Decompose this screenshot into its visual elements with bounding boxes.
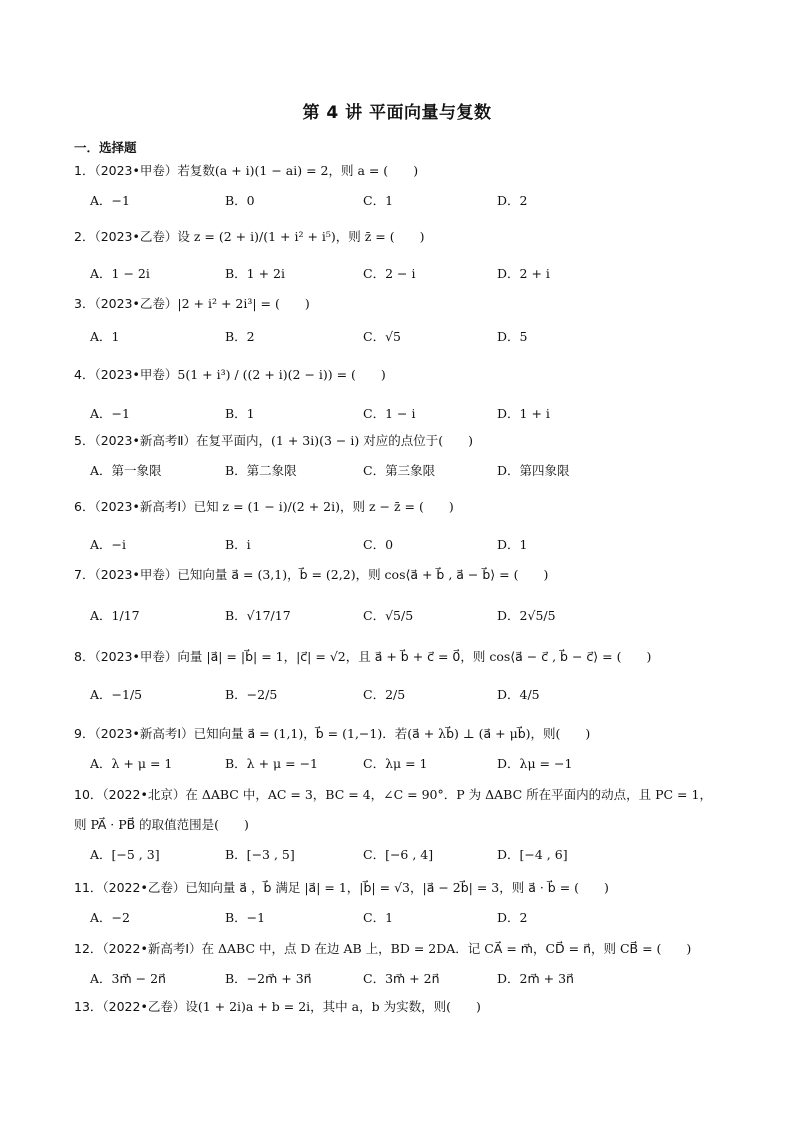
option-d: D．4/5 bbox=[497, 687, 540, 702]
question-8 bbox=[74, 648, 734, 666]
option-b: B．第二象限 bbox=[225, 463, 297, 478]
question-number: 4． bbox=[74, 367, 95, 382]
question-stem: 已知向量 a⃗ ，b⃗ 满足 |a⃗| = 1，|b⃗| = √3，|a⃗ − 2b⃗| = 3，则 a⃗ · b⃗ = ( ) bbox=[185, 880, 609, 895]
option-c: C．√5/5 bbox=[363, 608, 414, 623]
option-b: B．√17/17 bbox=[225, 608, 291, 623]
question-source: （2023•新高考Ⅰ） bbox=[94, 726, 194, 741]
question-stem: 在 ΔABC 中，点 D 在边 AB 上，BD = 2DA．记 CA⃗ = m⃗，CD⃗ = n⃗，则 CB⃗ = ( ) bbox=[201, 941, 692, 956]
question-number: 10． bbox=[74, 787, 103, 802]
question-stem: 在 ΔABC 中，AC = 3，BC = 4，∠C = 90°．P 为 ΔABC 所在平面内的动点，且 PC = 1， bbox=[185, 787, 712, 802]
option-b: B．λ + μ = −1 bbox=[225, 756, 318, 771]
question-4 bbox=[74, 366, 734, 384]
options-11 bbox=[90, 908, 710, 928]
question-stem: 设(1 + 2i)a + b = 2i，其中 a，b 为实数，则( ) bbox=[185, 999, 481, 1014]
question-10 bbox=[74, 786, 734, 804]
question-source: （2022•新高考Ⅰ） bbox=[102, 941, 202, 956]
option-c: C．2 − i bbox=[363, 266, 416, 281]
option-b: B．1 + 2i bbox=[225, 266, 286, 281]
options-5 bbox=[90, 461, 710, 481]
question-1 bbox=[74, 162, 734, 180]
question-stem: 设 z = (2 + i)/(1 + i² + i⁵)，则 z̄ = ( ) bbox=[177, 229, 425, 244]
question-number: 11． bbox=[74, 880, 103, 895]
question-source: （2023•乙卷） bbox=[94, 296, 178, 311]
options-1 bbox=[90, 191, 710, 211]
option-d: D．λμ = −1 bbox=[497, 756, 573, 771]
question-stem: 已知 z = (1 − i)/(2 + 2i)，则 z − z̄ = ( ) bbox=[193, 499, 454, 514]
question-number: 8． bbox=[74, 649, 95, 664]
option-b: B．2 bbox=[225, 329, 255, 344]
question-number: 13． bbox=[74, 999, 103, 1014]
page-title: 第 4 讲 平面向量与复数 bbox=[302, 103, 492, 123]
section-heading: 一．选择题 bbox=[74, 140, 137, 155]
option-d: D．2 bbox=[497, 193, 528, 208]
option-a: A．−i bbox=[90, 537, 126, 552]
option-d: D．2m⃗ + 3n⃗ bbox=[497, 971, 574, 986]
question-source: （2022•乙卷） bbox=[102, 999, 186, 1014]
option-b: B．−1 bbox=[225, 910, 266, 925]
option-d: D．第四象限 bbox=[497, 463, 570, 478]
options-3 bbox=[90, 327, 710, 347]
option-a: A．−1 bbox=[90, 406, 130, 421]
option-c: C．λμ = 1 bbox=[363, 756, 428, 771]
question-source: （2023•甲卷） bbox=[94, 163, 178, 178]
option-b: B．[−3 , 5] bbox=[225, 847, 295, 862]
question-source: （2023•甲卷） bbox=[94, 367, 178, 382]
options-2 bbox=[90, 264, 710, 284]
question-11 bbox=[74, 879, 734, 897]
option-b: B．−2m⃗ + 3n⃗ bbox=[225, 971, 312, 986]
question-stem: 向量 |a⃗| = |b⃗| = 1，|c⃗| = √2，且 a⃗ + b⃗ + c⃗ = 0⃗，则 cos⟨a⃗ − c⃗ , b⃗ − c⃗⟩ = ( ) bbox=[177, 649, 652, 664]
question-source: （2022•北京） bbox=[102, 787, 186, 802]
option-d: D．5 bbox=[497, 329, 528, 344]
option-a: A．−1/5 bbox=[90, 687, 143, 702]
question-stem: 若复数(a + i)(1 − ai) = 2，则 a = ( ) bbox=[177, 163, 419, 178]
options-7 bbox=[90, 606, 710, 626]
question-6 bbox=[74, 498, 734, 516]
question-2 bbox=[74, 228, 734, 246]
question-5 bbox=[74, 432, 734, 450]
option-d: D．2 bbox=[497, 910, 528, 925]
option-c: C．√5 bbox=[363, 329, 401, 344]
option-a: A．3m⃗ − 2n⃗ bbox=[90, 971, 166, 986]
option-d: D．2√5/5 bbox=[497, 608, 556, 623]
option-b: B．0 bbox=[225, 193, 255, 208]
options-12 bbox=[90, 969, 710, 989]
option-c: C．1 − i bbox=[363, 406, 416, 421]
options-10 bbox=[90, 845, 710, 865]
question-number: 3． bbox=[74, 296, 95, 311]
question-source: （2023•新高考Ⅰ） bbox=[94, 499, 194, 514]
option-a: A．第一象限 bbox=[90, 463, 162, 478]
question-3 bbox=[74, 295, 734, 313]
question-stem: |2 + i² + 2i³| = ( ) bbox=[177, 296, 310, 311]
question-9 bbox=[74, 725, 734, 743]
options-6 bbox=[90, 535, 710, 555]
option-b: B．i bbox=[225, 537, 251, 552]
option-c: C．3m⃗ + 2n⃗ bbox=[363, 971, 440, 986]
question-number: 12． bbox=[74, 941, 103, 956]
question-13 bbox=[74, 998, 734, 1016]
option-b: B．−2/5 bbox=[225, 687, 278, 702]
options-8 bbox=[90, 685, 710, 705]
question-stem: 在复平面内，(1 + 3i)(3 − i) 对应的点位于( ) bbox=[196, 433, 473, 448]
option-b: B．1 bbox=[225, 406, 255, 421]
options-9 bbox=[90, 754, 710, 774]
option-a: A．1 − 2i bbox=[90, 266, 150, 281]
question-source: （2023•甲卷） bbox=[94, 567, 178, 582]
option-c: C．0 bbox=[363, 537, 394, 552]
option-c: C．[−6 , 4] bbox=[363, 847, 434, 862]
question-stem: 已知向量 a⃗ = (1,1)，b⃗ = (1,−1)．若(a⃗ + λb⃗) ⊥ (a⃗ + μb⃗)，则( ) bbox=[193, 726, 591, 741]
question-source: （2023•甲卷） bbox=[94, 649, 178, 664]
question-source: （2023•新高考Ⅱ） bbox=[94, 433, 197, 448]
option-c: C．1 bbox=[363, 910, 394, 925]
question-number: 2． bbox=[74, 229, 95, 244]
option-d: D．1 + i bbox=[497, 406, 550, 421]
question-number: 5． bbox=[74, 433, 95, 448]
option-a: A．1/17 bbox=[90, 608, 140, 623]
question-stem-continued: 则 PA⃗ · PB⃗ 的取值范围是( ) bbox=[74, 817, 249, 832]
question-source: （2023•乙卷） bbox=[94, 229, 178, 244]
option-a: A．−2 bbox=[90, 910, 130, 925]
question-stem: 已知向量 a⃗ = (3,1)，b⃗ = (2,2)，则 cos⟨a⃗ + b⃗ , a⃗ − b⃗⟩ = ( ) bbox=[177, 567, 549, 582]
option-c: C．第三象限 bbox=[363, 463, 436, 478]
question-stem: 5(1 + i³) / ((2 + i)(2 − i)) = ( ) bbox=[177, 367, 386, 382]
question-number: 1． bbox=[74, 163, 95, 178]
question-number: 7． bbox=[74, 567, 95, 582]
option-a: A．[−5 , 3] bbox=[90, 847, 160, 862]
question-source: （2022•乙卷） bbox=[102, 880, 186, 895]
question-number: 6． bbox=[74, 499, 95, 514]
options-4 bbox=[90, 404, 710, 424]
option-c: C．1 bbox=[363, 193, 394, 208]
option-a: A．λ + μ = 1 bbox=[90, 756, 173, 771]
question-7 bbox=[74, 566, 734, 584]
option-c: C．2/5 bbox=[363, 687, 406, 702]
option-d: D．1 bbox=[497, 537, 528, 552]
question-12 bbox=[74, 940, 734, 958]
option-d: D．[−4 , 6] bbox=[497, 847, 568, 862]
option-a: A．−1 bbox=[90, 193, 130, 208]
option-a: A．1 bbox=[90, 329, 120, 344]
question-number: 9． bbox=[74, 726, 95, 741]
question-10-continued bbox=[74, 816, 249, 834]
option-d: D．2 + i bbox=[497, 266, 550, 281]
